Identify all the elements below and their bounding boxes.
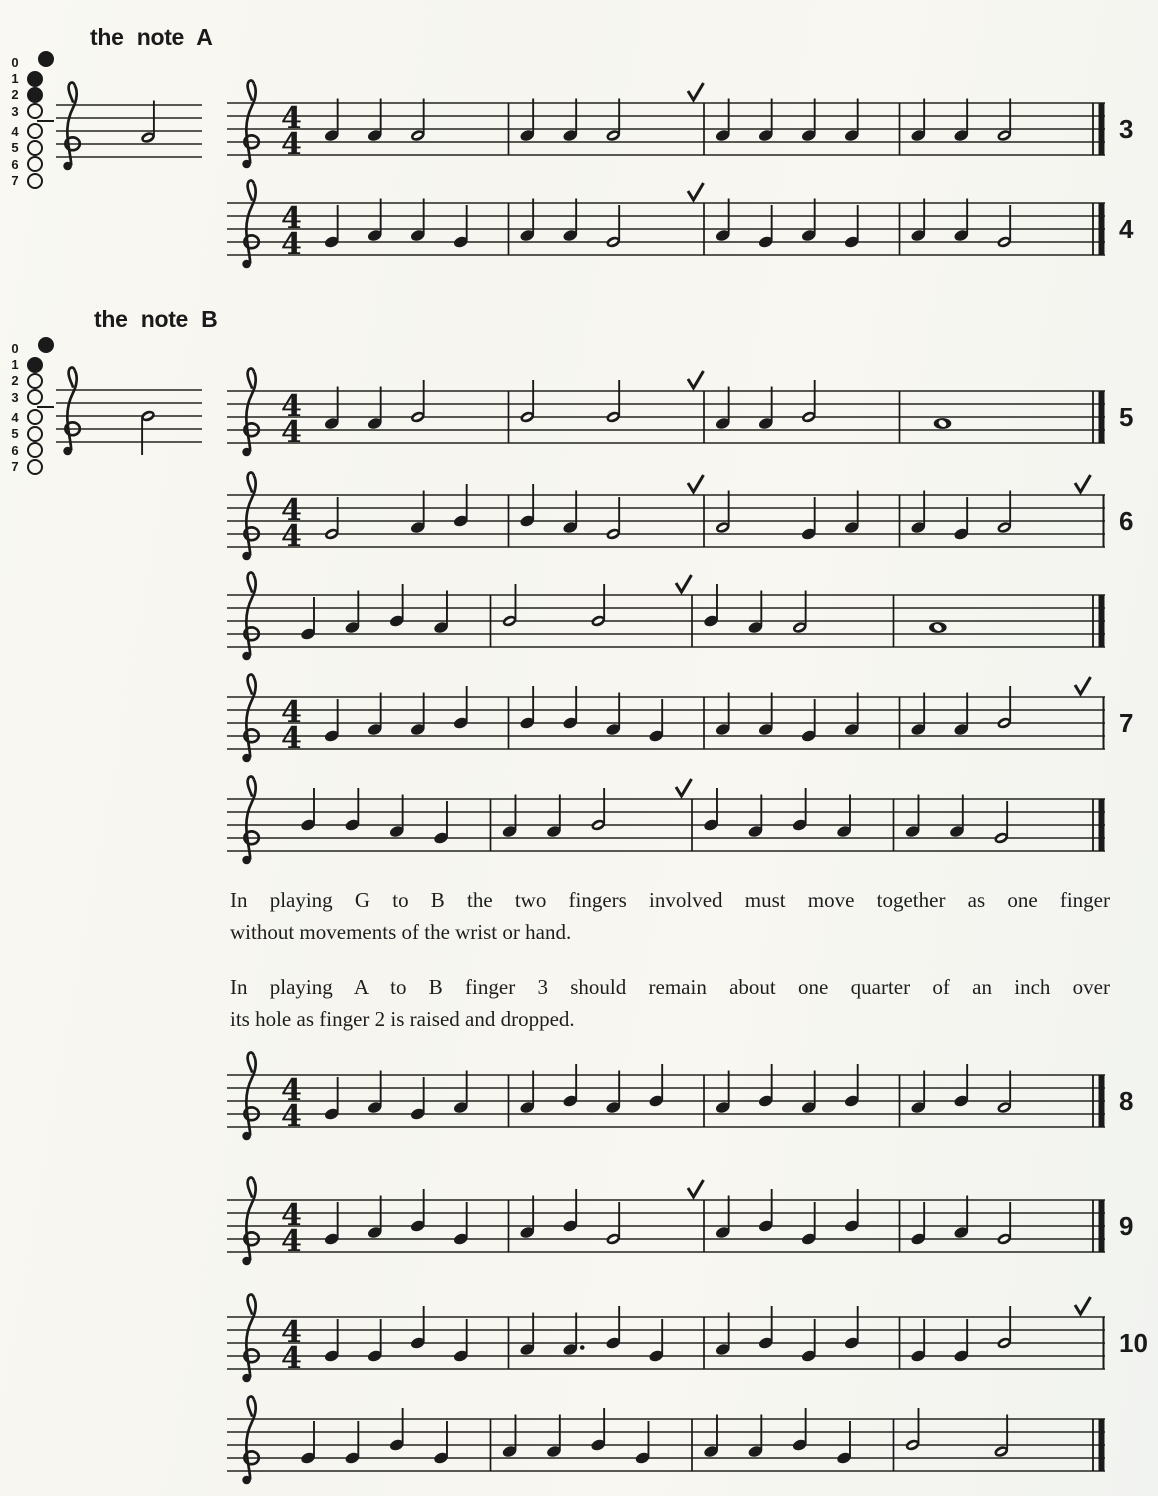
fingering-row-7 (8, 172, 54, 188)
breath-mark-icon (1075, 677, 1091, 694)
fingering-row-2 (8, 87, 54, 103)
time-signature-top: 4 (281, 201, 302, 236)
note-a-q (409, 491, 426, 535)
note-a-w (934, 418, 952, 429)
fingering-row-3 (8, 389, 54, 405)
fingering-row-6 (8, 442, 54, 458)
note-g-h (605, 205, 622, 249)
note-b-q (409, 1306, 426, 1350)
note-g-h (996, 1202, 1013, 1246)
note-a-q (714, 199, 731, 243)
note-g-q (910, 1202, 927, 1246)
heading-note-b: the note B (94, 306, 218, 332)
note-a-q (562, 99, 579, 143)
staff-svg-exercise-8 (227, 1033, 1105, 1165)
time-signature-top: 4 (281, 1198, 302, 1233)
hole-label-3: 3 (11, 103, 19, 119)
note-a-q (519, 199, 536, 243)
note-a-q (366, 1071, 383, 1115)
paragraph-line: In playing G to B the two fingers involved must move together as one finger (230, 888, 1110, 912)
exercise-number-10: 10 (1119, 1328, 1148, 1358)
hole-2-open (27, 373, 43, 389)
hole-6-open (27, 442, 43, 458)
note-a-h (140, 101, 157, 145)
hole-7-open (27, 459, 43, 475)
note-a-w (929, 622, 947, 633)
hole-0-closed (38, 51, 54, 67)
breath-mark-icon (1075, 475, 1091, 492)
exercise-number-6: 6 (1119, 506, 1134, 536)
note-a-q (501, 795, 518, 839)
time-signature-bottom: 4 (281, 519, 302, 554)
hand-separator-line (37, 406, 54, 409)
note-g-q (648, 699, 665, 743)
fingering-row-7 (8, 458, 54, 474)
note-b-q (519, 484, 536, 528)
note-g-h (993, 801, 1010, 845)
note-b-h (590, 788, 607, 832)
note-a-q (953, 199, 970, 243)
sampleA-svg (56, 63, 206, 195)
note-a-q (843, 693, 860, 737)
hole-label-1: 1 (11, 71, 19, 87)
note-a-q (714, 1071, 731, 1115)
paragraph-line: without movements of the wrist or hand. (230, 920, 572, 944)
exercise-number-4: 4 (1119, 214, 1134, 244)
note-a-q (714, 693, 731, 737)
note-a-q (323, 99, 340, 143)
note-a-q (366, 693, 383, 737)
note-g-q (300, 1421, 317, 1465)
note-b-h (519, 380, 536, 424)
note-b-q (703, 788, 720, 832)
note-b-q (843, 1189, 860, 1233)
hole-0-closed (38, 337, 54, 353)
note-a-h (993, 1415, 1010, 1459)
note-b-q (590, 1408, 607, 1452)
note-b-q (562, 686, 579, 730)
note-a-q (519, 1071, 536, 1115)
paragraph-line: In playing A to B finger 3 should remain about one quarter of an inch over (230, 975, 1110, 999)
note-a-q (366, 199, 383, 243)
note-a-h (409, 99, 426, 143)
breath-mark-icon (676, 575, 692, 592)
paragraph-line: its hole as finger 2 is raised and dropped. (230, 1007, 575, 1031)
sample-staff-note-a (56, 63, 206, 195)
note-g-q (800, 1202, 817, 1246)
note-b-h (409, 380, 426, 424)
breath-mark-icon (688, 83, 704, 100)
fingering-row-1 (8, 356, 54, 372)
fingering-row-5 (8, 426, 54, 442)
note-a-h (996, 491, 1013, 535)
note-b-q (953, 1064, 970, 1108)
note-a-q (409, 693, 426, 737)
note-b-q (757, 1064, 774, 1108)
staff-svg-continuation-7 (227, 757, 1105, 889)
time-signature-bottom: 4 (281, 1224, 302, 1259)
note-g-q (757, 205, 774, 249)
note-g-q (800, 699, 817, 743)
hand-separator-line (37, 120, 54, 123)
fingering-row-0 (8, 340, 54, 356)
note-b-q (562, 1189, 579, 1233)
hole-label-1: 1 (11, 357, 19, 373)
note-a-h (791, 591, 808, 635)
note-a-q (605, 1071, 622, 1115)
note-a-q (366, 99, 383, 143)
note-a-h (605, 99, 622, 143)
fingering-row-2 (8, 373, 54, 389)
breath-mark-icon (676, 779, 692, 796)
note-a-q (501, 1415, 518, 1459)
instruction-paragraph-2 (230, 971, 1110, 1035)
note-b-q (843, 1064, 860, 1108)
breath-mark-icon (688, 1180, 704, 1197)
hole-7-open (27, 173, 43, 189)
time-signature-top: 4 (281, 1315, 302, 1350)
note-b-q (388, 1408, 405, 1452)
note-g-q (800, 1319, 817, 1363)
fingering-diagram-note-a (8, 54, 54, 189)
note-a-q (409, 199, 426, 243)
hole-label-0: 0 (11, 54, 19, 70)
exercise-number-7: 7 (1119, 708, 1134, 738)
note-a-q (953, 693, 970, 737)
note-b-q (562, 1064, 579, 1108)
hole-3-open (27, 103, 43, 119)
note-g-q (843, 205, 860, 249)
exercise-number-8: 8 (1119, 1086, 1134, 1116)
note-b-h (501, 584, 518, 628)
note-a-q (323, 387, 340, 431)
note-b-q (703, 584, 720, 628)
note-b-q (452, 484, 469, 528)
fingering-row-6 (8, 156, 54, 172)
staff-continuation-10 (227, 1377, 1105, 1496)
hole-label-2: 2 (11, 373, 19, 389)
note-a-q (562, 199, 579, 243)
note-a-q (366, 1196, 383, 1240)
note-g-q (648, 1319, 665, 1363)
time-signature-bottom: 4 (281, 415, 302, 450)
note-b-h (904, 1408, 921, 1452)
hole-label-5: 5 (11, 426, 19, 442)
note-a-q (519, 1196, 536, 1240)
note-b-h (996, 1306, 1013, 1350)
note-b-q (344, 788, 361, 832)
note-g-q (323, 1202, 340, 1246)
hole-3-open (27, 389, 43, 405)
hole-label-5: 5 (11, 140, 19, 156)
note-b-q (791, 788, 808, 832)
note-a-h (714, 491, 731, 535)
note-a-q (800, 99, 817, 143)
hole-label-6: 6 (11, 442, 19, 458)
note-a-q (747, 795, 764, 839)
sampleB-svg (56, 348, 206, 480)
note-g-q (634, 1421, 651, 1465)
fingering-row-4 (8, 409, 54, 425)
note-a-q (546, 795, 563, 839)
note-g-h (996, 205, 1013, 249)
note-a-q (344, 591, 361, 635)
note-a-q (388, 795, 405, 839)
fingering-row-5 (8, 140, 54, 156)
instruction-paragraph-1 (230, 884, 1110, 948)
note-a-q (953, 99, 970, 143)
note-a-q (433, 591, 450, 635)
note-a-q (714, 1196, 731, 1240)
sample-staff-note-b (56, 348, 206, 480)
note-a-q (910, 199, 927, 243)
note-a-q (757, 693, 774, 737)
note-b-h (140, 409, 157, 455)
hole-5-open (27, 140, 43, 156)
note-a-q (747, 1415, 764, 1459)
note-a-q (949, 795, 966, 839)
breath-mark-icon (688, 475, 704, 492)
hole-label-0: 0 (11, 340, 19, 356)
note-g-q (452, 1202, 469, 1246)
note-a-q (757, 99, 774, 143)
note-a-q (519, 1313, 536, 1357)
fingering-row-0 (8, 54, 54, 70)
note-g-q (323, 699, 340, 743)
heading-note-a: the note A (90, 24, 213, 50)
note-g-q (452, 205, 469, 249)
time-signature-bottom: 4 (281, 127, 302, 162)
note-b-q (519, 686, 536, 730)
note-b-q (388, 584, 405, 628)
note-a-q (452, 1071, 469, 1115)
note-g-q (323, 1077, 340, 1121)
note-g-q (323, 205, 340, 249)
hole-label-7: 7 (11, 173, 19, 189)
note-g-h (605, 1202, 622, 1246)
note-a-q (843, 99, 860, 143)
note-g-q (953, 1319, 970, 1363)
note-g-q (433, 1421, 450, 1465)
exercise-number-9: 9 (1119, 1211, 1134, 1241)
time-signature-top: 4 (281, 389, 302, 424)
note-a-q (562, 491, 579, 535)
staff-exercise-9 (227, 1158, 1105, 1290)
note-a-q (910, 1071, 927, 1115)
note-g-q (433, 801, 450, 845)
note-a-q (546, 1415, 563, 1459)
exercise-number-5: 5 (1119, 402, 1134, 432)
note-a-q (800, 1071, 817, 1115)
note-b-h (800, 380, 817, 424)
note-a-q (519, 99, 536, 143)
note-g-q (910, 1319, 927, 1363)
hole-label-3: 3 (11, 389, 19, 405)
fingering-diagram-note-b (8, 340, 54, 475)
hole-label-2: 2 (11, 87, 19, 103)
note-b-q (757, 1306, 774, 1350)
breath-mark-icon (1075, 1297, 1091, 1314)
hole-5-open (27, 426, 43, 442)
note-b-q (791, 1408, 808, 1452)
staff-continuation-7 (227, 757, 1105, 889)
time-signature-top: 4 (281, 695, 302, 730)
hole-label-6: 6 (11, 156, 19, 172)
fingering-row-4 (8, 123, 54, 139)
staff-svg-exercise-4 (227, 161, 1105, 293)
note-b-q (843, 1306, 860, 1350)
note-b-h (590, 584, 607, 628)
note-b-q (300, 788, 317, 832)
note-a-q (366, 387, 383, 431)
note-a-q (910, 491, 927, 535)
note-a-h (996, 99, 1013, 143)
hole-1-closed (27, 71, 43, 87)
time-signature-bottom: 4 (281, 1099, 302, 1134)
hole-label-7: 7 (11, 459, 19, 475)
note-g-q (452, 1319, 469, 1363)
time-signature-bottom: 4 (281, 1341, 302, 1376)
note-a-q (714, 99, 731, 143)
breath-mark-icon (688, 183, 704, 200)
note-a-q (800, 199, 817, 243)
time-signature-top: 4 (281, 1073, 302, 1108)
note-g-q (836, 1421, 853, 1465)
note-g-h (605, 497, 622, 541)
note-a-q (757, 387, 774, 431)
note-a-q (910, 693, 927, 737)
note-a-q (910, 99, 927, 143)
time-signature-top: 4 (281, 493, 302, 528)
fingering-row-3 (8, 103, 54, 119)
note-g-q (300, 597, 317, 641)
note-a-q (953, 1196, 970, 1240)
note-b-q (605, 1306, 622, 1350)
note-a-h (996, 1071, 1013, 1115)
note-b-q (409, 1189, 426, 1233)
note-g-q (953, 497, 970, 541)
hole-6-open (27, 156, 43, 172)
note-g-q (800, 497, 817, 541)
note-g-q (409, 1077, 426, 1121)
note-a-q (562, 1313, 585, 1357)
note-a-q (836, 795, 853, 839)
note-a-q (747, 591, 764, 635)
fingering-row-1 (8, 70, 54, 86)
note-g-h (323, 497, 340, 541)
note-b-q (648, 1064, 665, 1108)
time-signature-top: 4 (281, 101, 302, 136)
note-a-q (714, 387, 731, 431)
breath-mark-icon (688, 371, 704, 388)
note-g-q (344, 1421, 361, 1465)
hole-4-open (27, 409, 43, 425)
note-a-q (904, 795, 921, 839)
staff-exercise-4 (227, 161, 1105, 293)
note-b-h (996, 686, 1013, 730)
staff-svg-continuation-10 (227, 1377, 1105, 1496)
staff-svg-exercise-9 (227, 1158, 1105, 1290)
note-b-q (757, 1189, 774, 1233)
exercise-number-3: 3 (1119, 114, 1134, 144)
note-a-q (714, 1313, 731, 1357)
note-g-q (323, 1319, 340, 1363)
note-a-q (605, 693, 622, 737)
hole-label-4: 4 (11, 123, 19, 139)
hole-label-4: 4 (11, 409, 19, 425)
staff-exercise-8 (227, 1033, 1105, 1165)
note-a-q (703, 1415, 720, 1459)
hole-2-closed (27, 87, 43, 103)
hole-4-open (27, 123, 43, 139)
time-signature-bottom: 4 (281, 721, 302, 756)
hole-1-closed (27, 357, 43, 373)
note-b-h (605, 380, 622, 424)
note-b-q (452, 686, 469, 730)
note-g-q (366, 1319, 383, 1363)
note-a-q (843, 491, 860, 535)
time-signature-bottom: 4 (281, 227, 302, 262)
